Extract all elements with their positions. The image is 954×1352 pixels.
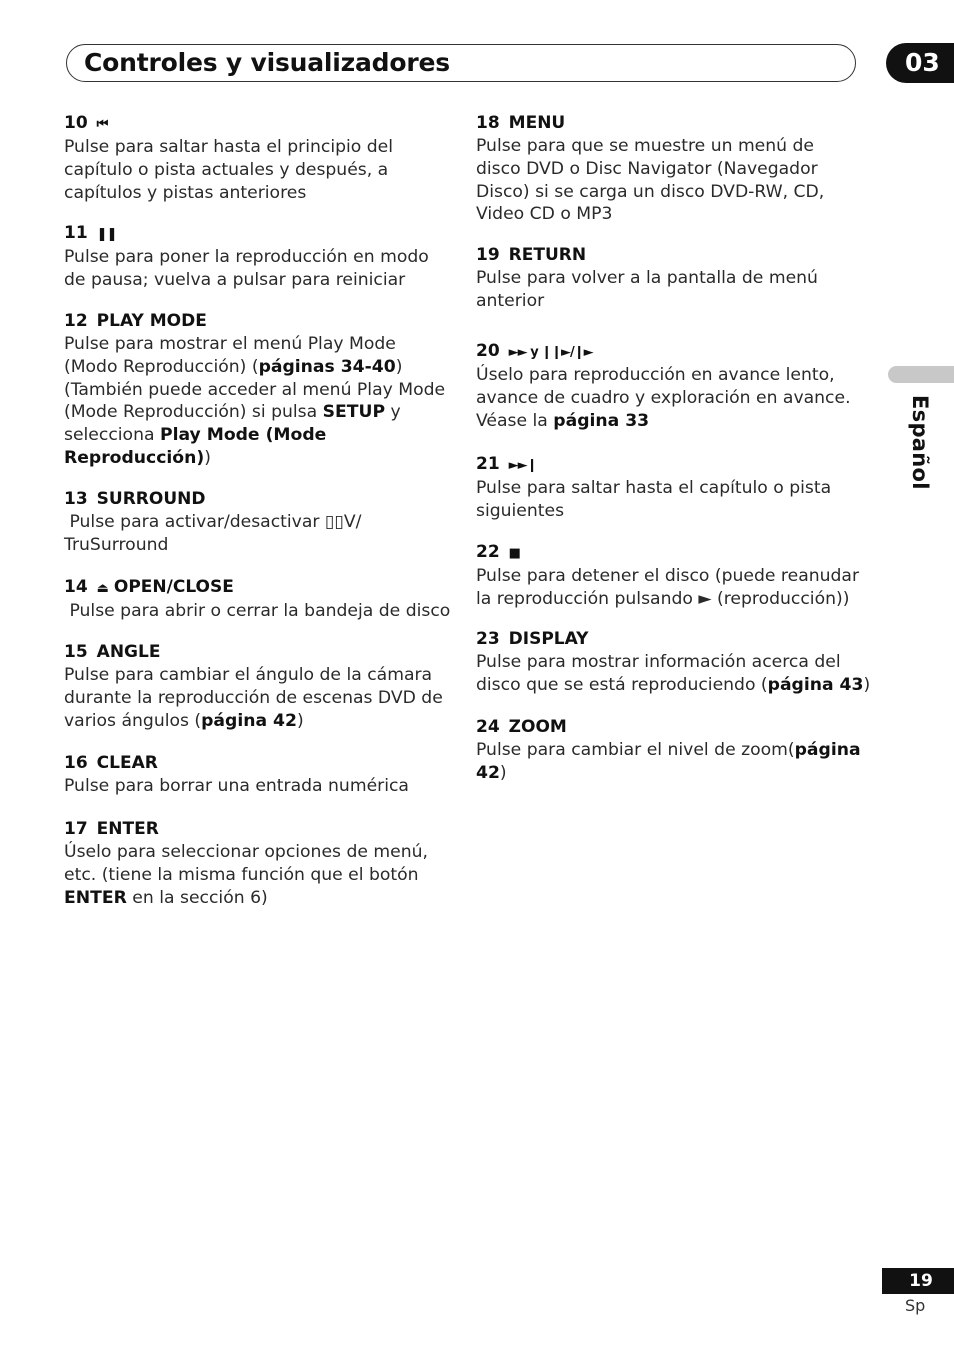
control-entry (476, 112, 824, 226)
button-symbol-icon: ■ (508, 546, 520, 561)
entry-description-line (476, 651, 870, 674)
control-entry (64, 310, 445, 470)
control-entry (64, 112, 393, 204)
bold-reference: página 42 (201, 710, 297, 731)
entry-description-line (64, 447, 445, 470)
description-text: Úselo para reproducción en avance lento, (476, 365, 835, 385)
description-text: Pulse para mostrar información acerca del (476, 652, 841, 672)
entry-description-line (64, 333, 445, 356)
entry-number: 16 (64, 753, 88, 773)
description-text: la reproducción pulsando ► (reproducción)) (476, 588, 850, 609)
description-text: siguientes (476, 500, 565, 521)
entry-description-line (64, 534, 361, 557)
bold-reference: Play Mode (Mode (159, 425, 327, 446)
description-text: durante la reproducción de escenas DVD de (64, 687, 443, 708)
entry-description-line (64, 136, 393, 159)
entry-number: 20 (476, 341, 500, 361)
entry-heading (64, 576, 450, 600)
entry-description-line (476, 565, 859, 588)
entry-description-line (64, 687, 443, 710)
bold-reference: página 43 (767, 674, 864, 695)
description-text: Pulse para borrar una entrada numérica (64, 776, 409, 796)
entry-heading (64, 818, 428, 841)
entry-number: 21 (476, 454, 500, 474)
page-number: 19 (882, 1268, 954, 1294)
description-text: Pulse para abrir o cerrar la bandeja de disco (64, 601, 451, 621)
entry-number: 10 (64, 113, 88, 133)
description-text: Pulse para detener el disco (puede reanudar (476, 566, 860, 586)
entry-description-line (64, 159, 393, 182)
entry-description-line (476, 739, 861, 762)
entry-heading (64, 222, 429, 246)
description-text: en la sección 6) (126, 887, 268, 908)
description-text: (También puede acceder al menú Play Mode (64, 379, 446, 400)
entry-description-line (64, 269, 429, 292)
entry-number: 17 (64, 819, 88, 839)
description-text: Pulse para activar/desactivar ▯▯V/ (64, 512, 362, 532)
entry-description-line (476, 181, 824, 204)
description-text: Pulse para saltar hasta el capítulo o pista (476, 478, 832, 498)
description-text: Pulse para saltar hasta el principio del (64, 137, 394, 157)
page-language-code: Sp (905, 1296, 926, 1315)
control-entry (64, 641, 443, 732)
entry-title: ENTER (96, 819, 159, 839)
entry-heading (476, 541, 859, 565)
entry-heading (64, 641, 443, 664)
chapter-badge: 03 (886, 43, 954, 83)
entry-heading (476, 716, 861, 739)
entry-description-line (476, 674, 870, 697)
control-entry (64, 818, 428, 909)
entry-title: ZOOM (508, 717, 567, 737)
entry-number: 24 (476, 717, 500, 737)
entry-title: SURROUND (96, 489, 206, 509)
description-text: Pulse para poner la reproducción en modo (64, 247, 429, 267)
entry-description-line (476, 762, 861, 785)
description-text: Pulse para que se muestre un menú de (476, 136, 814, 156)
entry-title: OPEN/CLOSE (113, 577, 234, 597)
entry-number: 15 (64, 642, 88, 662)
entry-heading (476, 453, 831, 477)
description-text: Pulse para mostrar el menú Play Mode (64, 334, 396, 354)
description-text: ) (204, 447, 211, 468)
entry-title: ANGLE (96, 642, 161, 662)
bold-reference: ENTER (64, 887, 127, 908)
description-text: Pulse para volver a la pantalla de menú (476, 268, 818, 288)
description-text: ) (395, 356, 403, 377)
entry-title: PLAY MODE (96, 311, 207, 331)
entry-description-line (64, 424, 445, 447)
entry-description-line (64, 401, 445, 424)
description-text: Video CD o MP3 (476, 204, 613, 225)
control-entry (476, 716, 861, 785)
description-text: selecciona (64, 425, 160, 446)
button-symbol-icon: ❚❚ (96, 227, 117, 242)
entry-description-line (476, 203, 824, 226)
entry-description-line (64, 664, 443, 687)
description-text: disco DVD o Disc Navigator (Navegador (476, 158, 818, 179)
description-text: ) (296, 710, 304, 731)
control-entry (476, 244, 818, 313)
entry-heading (64, 488, 361, 511)
bold-reference: página 33 (553, 410, 650, 431)
entry-heading (476, 112, 824, 135)
control-entry (64, 752, 409, 798)
entry-number: 23 (476, 629, 500, 649)
entry-description-line (64, 841, 428, 864)
entry-description-line (64, 182, 393, 205)
control-entry (476, 628, 870, 697)
description-text: capítulo o pista actuales y después, a (64, 159, 389, 180)
entry-heading (476, 244, 818, 267)
description-text: ) (499, 762, 507, 783)
description-text: y (385, 402, 401, 423)
entry-number: 18 (476, 113, 500, 133)
control-entry (476, 541, 859, 611)
control-entry (476, 453, 831, 523)
entry-description-line (476, 500, 831, 523)
entry-description-line (64, 246, 429, 269)
control-entry (64, 488, 361, 557)
entry-description-line (64, 511, 361, 534)
description-text: disco que se está reproduciendo ( (476, 674, 768, 695)
button-symbol-icon: ⏮ (96, 117, 108, 132)
description-text: anterior (476, 290, 545, 311)
entry-title: RETURN (508, 245, 587, 265)
entry-description-line (476, 158, 824, 181)
bold-reference: 42 (476, 762, 500, 783)
button-symbol-icon: ⏏ (96, 581, 108, 596)
entry-number: 13 (64, 489, 88, 509)
entry-number: 12 (64, 311, 88, 331)
description-text: Pulse para cambiar el nivel de zoom( (476, 740, 795, 760)
entry-description-line (476, 410, 851, 433)
entry-heading (64, 112, 393, 136)
button-symbol-icon: ►►❙ (508, 458, 537, 473)
entry-heading (64, 752, 409, 775)
control-entry (476, 340, 851, 432)
description-text: ) (863, 674, 871, 695)
entry-heading (476, 628, 870, 651)
control-entry (64, 222, 429, 292)
entry-description-line (476, 477, 831, 500)
entry-description-line (64, 356, 445, 379)
description-text: varios ángulos ( (64, 710, 202, 731)
bold-reference: SETUP (322, 402, 386, 423)
entry-description-line (64, 379, 445, 402)
description-text: (Modo Reproducción) ( (64, 356, 259, 377)
control-entry (64, 576, 450, 623)
bold-reference: página (794, 740, 861, 760)
language-tab-bar (888, 366, 954, 383)
description-text: etc. (tiene la misma función que el botón (64, 864, 419, 885)
entry-title: MENU (508, 113, 566, 133)
entry-description-line (64, 864, 428, 887)
entry-description-line (476, 364, 851, 387)
entry-description-line (476, 290, 818, 313)
description-text: Véase la (476, 410, 554, 431)
description-text: Úselo para seleccionar opciones de menú, (64, 842, 428, 862)
page-title: Controles y visualizadores (84, 48, 450, 77)
entry-number: 19 (476, 245, 500, 265)
entry-number: 11 (64, 223, 88, 243)
entry-title: DISPLAY (508, 629, 589, 649)
button-symbol-icon: ►► y ❙❙►/❙► (508, 345, 593, 360)
entry-description-line (64, 887, 428, 910)
entry-heading (64, 310, 445, 333)
description-text: capítulos y pistas anteriores (64, 182, 307, 203)
bold-reference: páginas 34-40 (258, 356, 396, 377)
entry-description-line (476, 387, 851, 410)
entry-number: 14 (64, 577, 88, 597)
description-text: Disco) si se carga un disco DVD-RW, CD, (476, 181, 825, 202)
language-tab-label: Español (908, 395, 932, 490)
entry-description-line (64, 710, 443, 733)
entry-description-line (64, 600, 450, 623)
description-text: TruSurround (64, 534, 169, 555)
description-text: de pausa; vuelva a pulsar para reiniciar (64, 269, 406, 290)
entry-number: 22 (476, 542, 500, 562)
entry-description-line (64, 775, 409, 798)
entry-description-line (476, 267, 818, 290)
description-text: Pulse para cambiar el ángulo de la cámara (64, 665, 433, 685)
description-text: (Mode Reproducción) si pulsa (64, 402, 323, 423)
entry-title: CLEAR (96, 753, 158, 773)
entry-heading (476, 340, 851, 364)
description-text: avance de cuadro y exploración en avance. (476, 387, 851, 408)
entry-description-line (476, 588, 859, 611)
entry-description-line (476, 135, 824, 158)
bold-reference: Reproducción) (64, 447, 205, 468)
